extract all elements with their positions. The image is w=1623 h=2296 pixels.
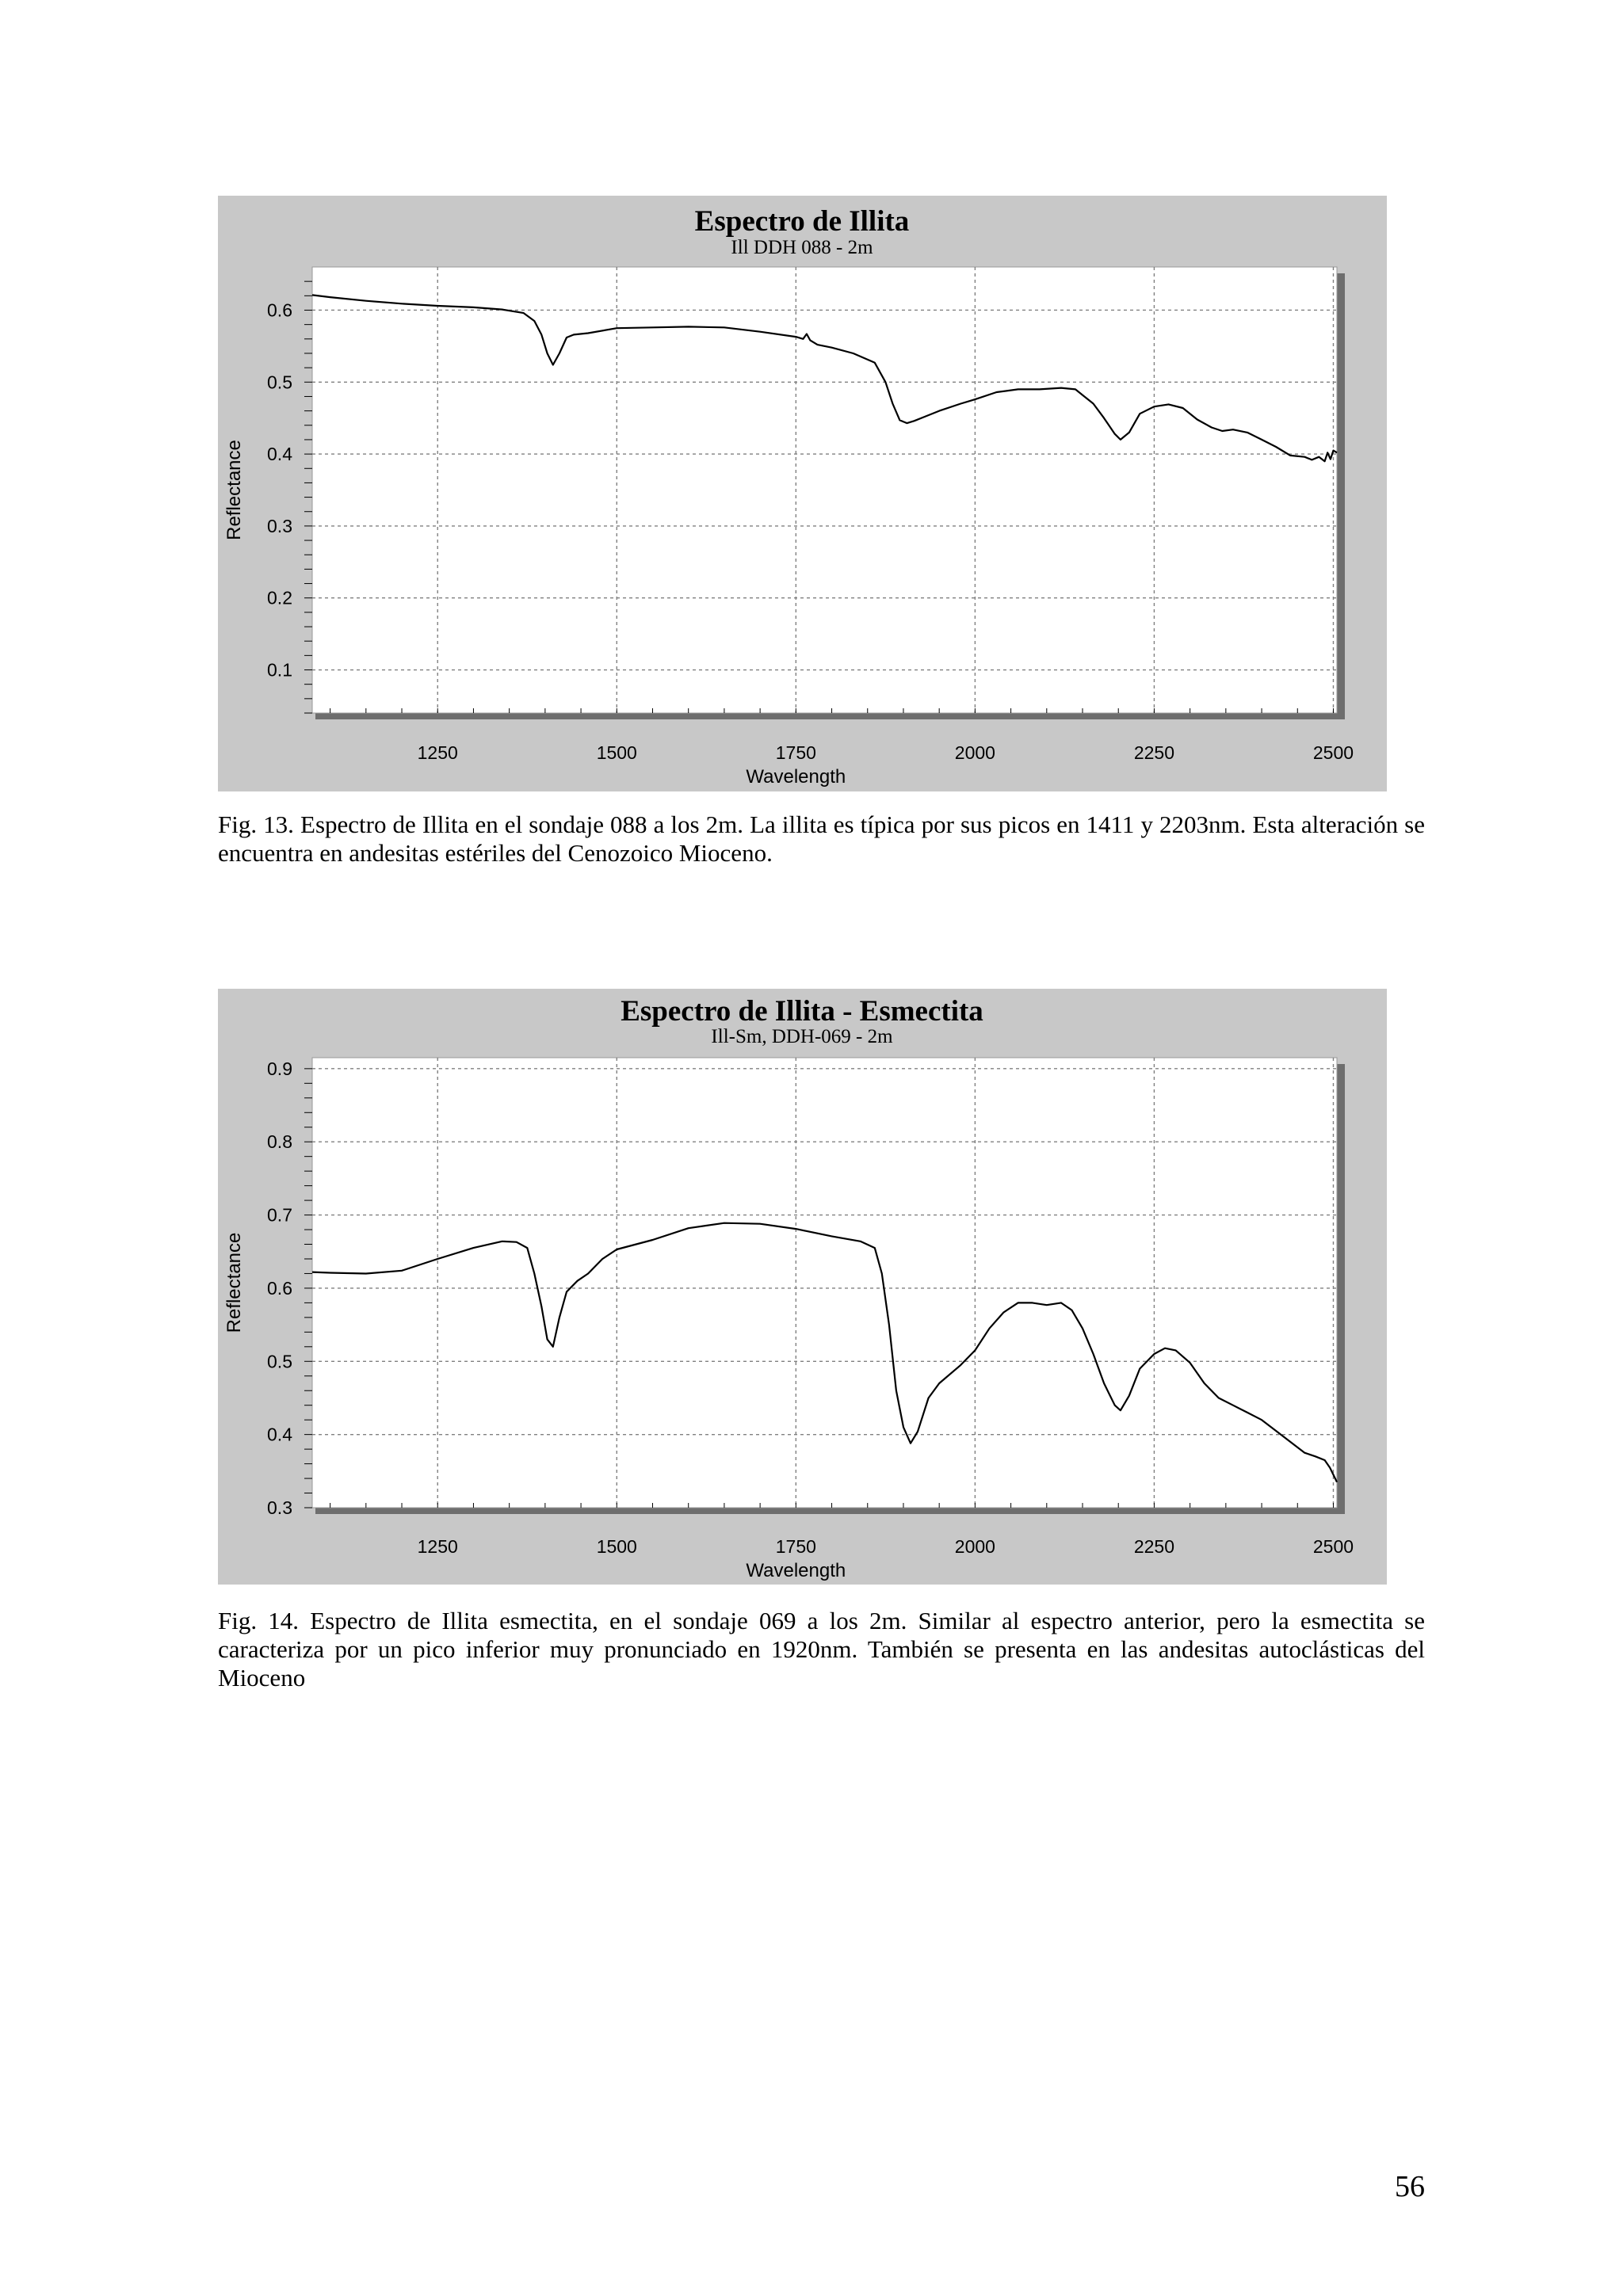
y-tick-label: 0.1 [267, 659, 292, 681]
y-tick-label: 0.8 [267, 1131, 292, 1153]
illita-esmectita-spectrum-chart [218, 989, 1387, 1585]
figure-14-caption-text: Espectro de Illita esmectita, en el sondaje 069 a los 2m. Similar al espectro anterior, pero la esmectita se caracteriza por un pico inferior muy pronunciado en 1920nm. También se presenta en las andesitas autoclásticas del Mioceno [218, 1607, 1425, 1691]
x-tick-label: 1500 [596, 1536, 637, 1557]
figure-14-caption [218, 1607, 1425, 1692]
page-number: 56 [1395, 2170, 1425, 2203]
x-tick-label: 2500 [1312, 742, 1354, 763]
x-tick-label: 2000 [954, 1536, 995, 1557]
x-tick-label: 2000 [954, 742, 995, 763]
x-tick-label: 1250 [417, 1536, 458, 1557]
figure-13-label: Fig. 13. [218, 810, 294, 838]
chart-title: Espectro de Illita - Esmectita [621, 995, 983, 1028]
y-tick-label: 0.5 [267, 1351, 292, 1372]
figure-13-caption [218, 810, 1425, 868]
y-tick-label: 0.6 [267, 1277, 292, 1299]
y-tick-label: 0.9 [267, 1058, 292, 1079]
y-tick-label: 0.7 [267, 1204, 292, 1226]
x-tick-label: 1250 [417, 742, 458, 763]
x-tick-label: 2250 [1133, 742, 1175, 763]
x-tick-label: 1750 [775, 1536, 816, 1557]
x-axis-label: Wavelength [746, 1560, 846, 1581]
plot-area [312, 1058, 1337, 1508]
figure-14-chart [218, 989, 1387, 1585]
x-tick-label: 2250 [1133, 1536, 1175, 1557]
y-tick-label: 0.4 [267, 444, 292, 465]
y-tick-label: 0.3 [267, 515, 292, 536]
y-tick-label: 0.6 [267, 299, 292, 321]
x-tick-label: 1750 [775, 742, 816, 763]
illita-spectrum-chart [218, 196, 1387, 791]
y-tick-label: 0.2 [267, 587, 292, 608]
y-tick-label: 0.5 [267, 372, 292, 393]
y-axis-label: Reflectance [223, 1232, 245, 1333]
y-axis-label: Reflectance [223, 440, 245, 540]
y-tick-label: 0.3 [267, 1497, 292, 1518]
y-tick-label: 0.4 [267, 1424, 292, 1445]
plot-area [312, 267, 1337, 713]
chart-subtitle: Ill-Sm, DDH-069 - 2m [711, 1026, 893, 1047]
x-tick-label: 2500 [1312, 1536, 1354, 1557]
x-axis-label: Wavelength [746, 766, 846, 788]
x-tick-label: 1500 [596, 742, 637, 763]
chart-title: Espectro de Illita [694, 205, 910, 238]
figure-13-chart [218, 196, 1387, 791]
figure-13-caption-text: Espectro de Illita en el sondaje 088 a los 2m. La illita es típica por sus picos en 1411 y 2203nm. Esta alteración se encuentra en andesitas estériles del Cenozoico Mioceno. [218, 810, 1426, 867]
chart-subtitle: Ill DDH 088 - 2m [731, 237, 873, 258]
figure-14-label: Fig. 14. [218, 1607, 300, 1634]
